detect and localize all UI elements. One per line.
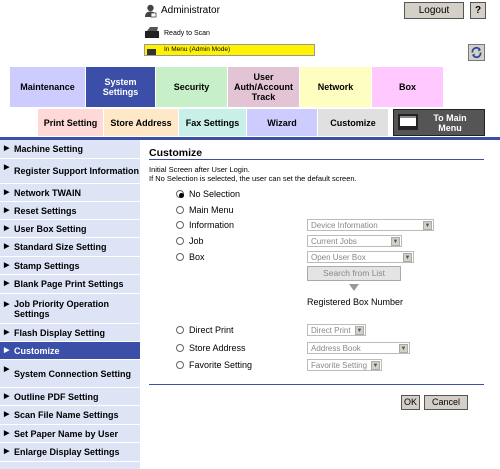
radio-box[interactable] <box>176 253 184 261</box>
device-status-text: Ready to Scan <box>164 30 210 37</box>
sidebar <box>0 140 140 469</box>
chevron-down-icon: ▼ <box>424 223 431 229</box>
sidebar-item-network-twain[interactable]: ▶ Network TWAIN <box>0 184 140 202</box>
mode-status-icon <box>147 47 156 53</box>
sidebar-item-user-box-setting[interactable]: ▶ User Box Setting <box>0 220 140 238</box>
box-select[interactable]: Open User Box ▼ <box>307 251 414 263</box>
radio-store-address[interactable] <box>176 344 184 352</box>
title-divider <box>149 159 484 160</box>
sidebar-item-outline-pdf[interactable]: ▶ Outline PDF Setting <box>0 388 140 406</box>
tab-user-auth[interactable]: User Auth/Account Track <box>228 67 300 107</box>
sidebar-item-scan-file-name[interactable]: ▶ Scan File Name Settings <box>0 406 140 425</box>
subtab-customize[interactable]: Customize <box>318 109 389 136</box>
tab-maintenance[interactable]: Maintenance <box>10 67 86 107</box>
chevron-down-icon: ▼ <box>392 239 399 245</box>
label-box: Box <box>189 252 205 262</box>
arrow-right-icon: ▶ <box>4 392 10 400</box>
tab-network[interactable]: Network <box>300 67 372 107</box>
label-main-menu: Main Menu <box>189 205 234 215</box>
tab-box[interactable]: Box <box>372 67 444 107</box>
arrow-right-icon: ▶ <box>4 188 10 196</box>
search-from-list-button[interactable]: Search from List <box>307 266 401 281</box>
subtab-store-address[interactable]: Store Address <box>104 109 179 136</box>
chevron-down-icon: ▼ <box>404 255 411 261</box>
arrow-right-icon: ▶ <box>4 206 10 214</box>
arrow-right-icon: ▶ <box>4 164 10 171</box>
description-line-2: If No Selection is selected, the user can set the default screen. <box>149 174 357 183</box>
help-button[interactable]: ? <box>470 2 486 19</box>
logout-button[interactable]: Logout <box>404 2 464 19</box>
label-information: Information <box>189 220 235 230</box>
administrator-label: Administrator <box>161 5 220 16</box>
subtab-fax-settings[interactable]: Fax Settings <box>179 109 247 136</box>
label-no-selection: No Selection <box>189 189 241 199</box>
sidebar-item-reset-settings[interactable]: ▶ Reset Settings <box>0 202 140 220</box>
chevron-down-icon: ▼ <box>356 328 363 334</box>
radio-information[interactable] <box>176 221 184 229</box>
chevron-down-icon: ▼ <box>372 363 379 369</box>
sidebar-item-blank-page-print[interactable]: ▶ Blank Page Print Settings <box>0 275 140 294</box>
direct-print-select[interactable]: Direct Print ▼ <box>307 324 366 336</box>
sidebar-item-machine-setting[interactable]: ▶ Machine Setting <box>0 140 140 159</box>
scanner-status-icon <box>144 27 160 39</box>
radio-job[interactable] <box>176 237 184 245</box>
sidebar-item-standard-size[interactable]: ▶ Standard Size Setting <box>0 238 140 257</box>
arrow-right-icon: ▶ <box>4 411 10 418</box>
refresh-icon[interactable] <box>468 44 485 61</box>
label-store-address: Store Address <box>189 343 246 353</box>
arrow-right-icon: ▶ <box>4 224 10 232</box>
sidebar-item-paper-name[interactable]: ▶ Set Paper Name by User <box>0 425 140 443</box>
cancel-button[interactable]: Cancel <box>424 395 468 410</box>
radio-direct-print[interactable] <box>176 326 184 334</box>
chevron-down-icon: ▼ <box>400 346 407 352</box>
administrator-icon <box>144 4 157 18</box>
radio-main-menu[interactable] <box>176 206 184 214</box>
arrow-right-icon: ▶ <box>4 429 10 437</box>
sidebar-item-system-connection[interactable]: ▶ System Connection Setting <box>0 360 140 388</box>
arrow-down-icon <box>349 284 359 291</box>
ok-button[interactable]: OK <box>401 395 420 410</box>
sidebar-item-stamp-settings[interactable]: ▶ Stamp Settings <box>0 257 140 275</box>
description-line-1: Initial Screen after User Login. <box>149 165 250 174</box>
to-main-menu-label: To Main Menu <box>433 112 467 133</box>
tab-security[interactable]: Security <box>156 67 228 107</box>
home-icon <box>398 114 418 130</box>
label-favorite-setting: Favorite Setting <box>189 360 253 370</box>
arrow-right-icon: ▶ <box>4 448 10 455</box>
label-direct-print: Direct Print <box>189 325 234 335</box>
sidebar-item-flash-display[interactable]: ▶ Flash Display Setting <box>0 324 140 342</box>
registered-box-number-label: Registered Box Number <box>307 297 404 307</box>
store-address-select[interactable]: Address Book ▼ <box>307 342 410 354</box>
radio-favorite-setting[interactable] <box>176 361 184 369</box>
arrow-right-icon: ▶ <box>4 145 10 152</box>
subtab-print-setting[interactable]: Print Setting <box>38 109 104 136</box>
radio-no-selection[interactable] <box>176 190 184 198</box>
page-title: Customize <box>149 147 203 159</box>
subtab-wizard[interactable]: Wizard <box>247 109 318 136</box>
footer-divider <box>149 384 484 385</box>
sidebar-item-job-priority[interactable]: ▶ Job Priority Operation Settings <box>0 294 140 324</box>
sidebar-item-customize[interactable]: ▶ Customize <box>0 342 140 360</box>
sidebar-item-enlarge-display[interactable]: ▶ Enlarge Display Settings <box>0 443 140 462</box>
favorite-setting-select[interactable]: Favorite Setting ▼ <box>307 359 382 371</box>
arrow-right-icon: ▶ <box>4 366 10 373</box>
arrow-right-icon: ▶ <box>4 280 10 287</box>
arrow-right-icon: ▶ <box>4 328 10 336</box>
job-select[interactable]: Current Jobs ▼ <box>307 235 402 247</box>
mode-status-text: In Menu (Admin Mode) <box>164 46 231 53</box>
arrow-right-icon: ▶ <box>4 261 10 269</box>
label-job: Job <box>189 236 204 246</box>
information-select[interactable]: Device Information ▼ <box>307 219 434 231</box>
arrow-right-icon: ▶ <box>4 301 10 308</box>
sidebar-item-register-support[interactable]: ▶ Register Support Information <box>0 159 140 184</box>
arrow-right-icon: ▶ <box>4 346 10 354</box>
tab-system-settings[interactable]: System Settings <box>86 67 156 107</box>
arrow-right-icon: ▶ <box>4 243 10 250</box>
